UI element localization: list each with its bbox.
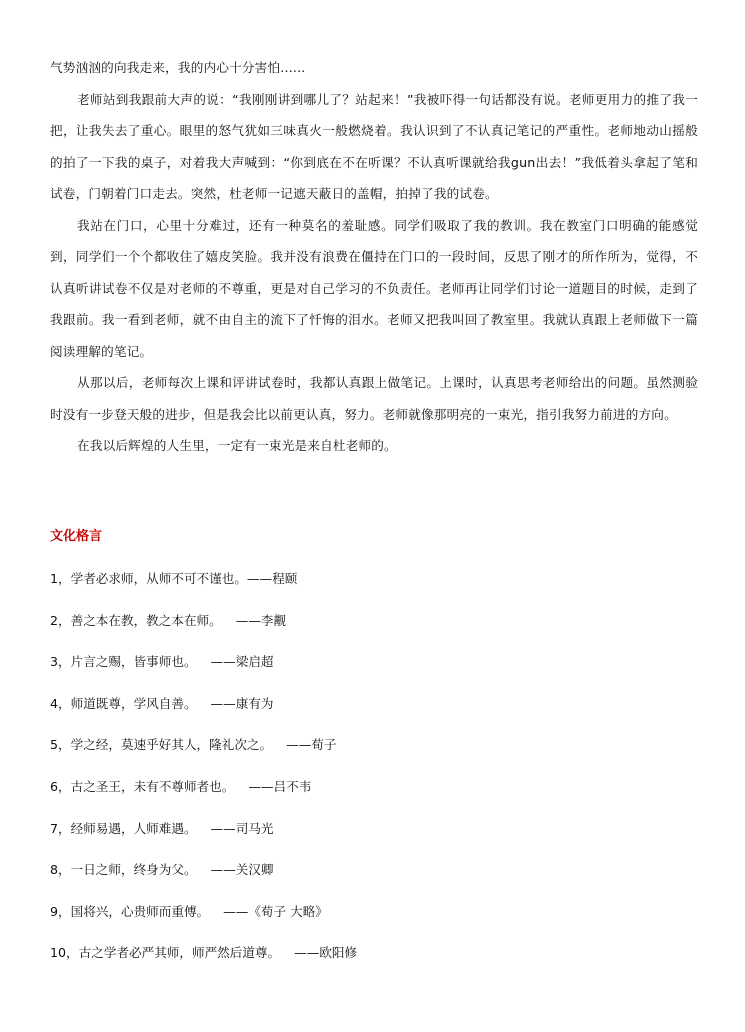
quote-number: 2 ， (50, 613, 71, 628)
essay-body (50, 52, 698, 462)
quote-number: 4 ， (50, 696, 71, 711)
quote-author: ——梁启超 (210, 654, 274, 670)
quote-author: ——欧阳修 (294, 945, 358, 961)
quote-item (50, 645, 700, 687)
quote-item (50, 853, 700, 895)
quote-text: 国将兴，心贵师而重傅。 (70, 903, 210, 919)
quote-number: 8 ， (50, 862, 71, 877)
quote-author: ——荀子 (286, 737, 337, 753)
quote-number: 9 ， (50, 904, 71, 919)
quote-text: 师道既尊，学风自善。 (70, 695, 197, 711)
quote-item (50, 562, 700, 604)
quote-item (50, 812, 700, 854)
quote-text: 经师易遇，人师难遇。 (70, 820, 197, 836)
quote-author: ——程颐 (246, 571, 298, 586)
quote-item (50, 604, 700, 646)
quote-author: ——司马光 (210, 820, 274, 836)
quote-item (50, 728, 700, 770)
quote-item (50, 936, 700, 978)
quote-author: ——李觏 (235, 612, 287, 628)
quote-text: 善之本在教，教之本在师。 (70, 612, 222, 628)
quote-author: ——吕不韦 (248, 778, 312, 794)
quote-text: 一日之师，终身为父。 (70, 862, 197, 878)
quote-text: 古之圣王，未有不尊师者也。 (70, 778, 235, 794)
quote-item (50, 770, 700, 812)
quote-number: 10 ， (50, 945, 79, 960)
essay-paragraph: 老师站到我跟前大声的说：“我刚刚讲到哪儿了？站起来！”我被吓得一句话都没有说。老师更用力的推了我一把，让我失去了重心。眼里的怒气犹如三味真火一般燃烧着。我认识到了不认真记笔记的严重性。老师地动山摇般的拍了一下我的桌子，对着我大声喊到：“你到底在不在听课？不认真听课就给我gun出去！”我低着头拿起了笔和试卷，门朝着门口走去。突然，杜老师一记遮天蔽日的盖帽，拍掉了我的试卷。 (50, 91, 698, 201)
quote-number: 7 ， (50, 821, 71, 836)
essay-paragraph: 在我以后辉煌的人生里，一定有一束光是来自杜老师的。 (77, 438, 397, 453)
quote-item (50, 895, 700, 937)
quote-author: ——《荀子 大略》 (223, 903, 328, 919)
quote-text: 学者必求师，从师不可不谨也。 (70, 571, 247, 586)
quote-number: 1 ， (50, 571, 71, 586)
quote-number: 5 ， (50, 737, 71, 752)
quote-item (50, 687, 700, 729)
quote-list (50, 562, 700, 978)
quote-text: 古之学者必严其师，师严然后道尊。 (78, 945, 281, 961)
essay-paragraph-continuation: 气势汹汹的向我走来，我的内心十分害怕...... (50, 60, 306, 75)
quote-number: 6 ， (50, 779, 71, 794)
quote-number: 3 ， (50, 654, 71, 669)
section-title: 文化格言 (50, 529, 103, 544)
quote-text: 片言之赐，皆事师也。 (70, 654, 197, 670)
quote-author: ——关汉卿 (210, 862, 274, 878)
essay-paragraph: 从那以后，老师每次上课和评讲试卷时，我都认真跟上做笔记。上课时，认真思考老师给出的问题。虽然测验时没有一步登天般的进步，但是我会比以前更认真，努力。老师就像那明亮的一束光，指引我努力前进的方向。 (50, 375, 698, 422)
essay-paragraph: 我站在门口，心里十分难过，还有一种莫名的羞耻感。同学们吸取了我的教训。我在教室门口明确的能感觉到，同学们一个个都收住了嬉皮笑脸。我并没有浪费在僵持在门口的一段时间，反思了刚才的所作所为，觉得，不认真听讲试卷不仅是对老师的不尊重，更是对自己学习的不负责任。老师再让同学们讨论一道题目的时候，走到了我跟前。我一看到老师，就不由自主的流下了忏悔的泪水。老师又把我叫回了教室里。我就认真跟上老师做下一篇阅读理解的笔记。 (50, 217, 698, 359)
quote-text: 学之经，莫速乎好其人，隆礼次之。 (70, 737, 273, 753)
quote-author: ——康有为 (210, 695, 274, 711)
